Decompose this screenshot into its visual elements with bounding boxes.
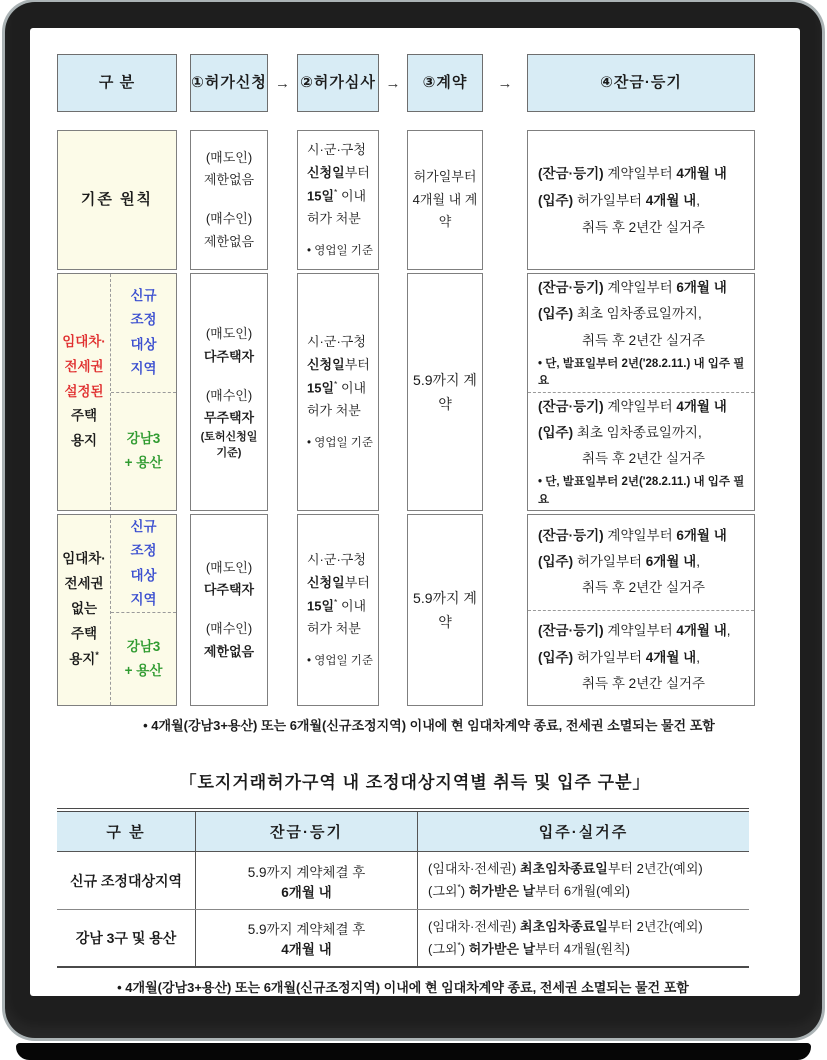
payment-line: (잔금·등기) 계약일부터 4개월 내 — [538, 398, 727, 414]
category-label: 기존 원칙 — [80, 190, 154, 208]
apply-line: (매수인) — [205, 387, 253, 403]
payment-line: (잔금·등기) 계약일부터 4개월 내 — [538, 165, 727, 181]
payment-line: (입주) 최초 임차종료일까지, — [538, 306, 702, 322]
payment-note: • 단, 발표일부터 2년('28.2.11.) 내 입주 필요 — [538, 476, 745, 506]
gap — [483, 514, 527, 706]
flow-step-contract-label: ③계약 — [422, 73, 468, 91]
review-line: 시·군·구청 — [307, 552, 366, 568]
category-line: 설정된 — [64, 383, 104, 399]
subcategory-column — [110, 515, 176, 705]
apply-line: (매도인) — [205, 559, 253, 575]
contract-cell — [407, 273, 483, 511]
flow-header — [57, 54, 773, 112]
table-row — [57, 852, 749, 909]
review-line: 허가 처분 — [307, 620, 361, 636]
apply-buyer — [204, 618, 254, 664]
sub-line: 조정 — [130, 543, 157, 559]
contract-line: 4개월 내 계약 — [412, 191, 478, 230]
category-line: 전세권 — [64, 358, 104, 374]
flow-step-review-label: ②허가심사 — [300, 73, 376, 91]
apply-line: (매도인) — [205, 326, 253, 342]
apply-seller — [204, 147, 254, 193]
flow-step-payment-box — [527, 54, 755, 112]
flow-step-contract-box — [407, 54, 483, 112]
gap — [268, 130, 297, 270]
sub-line: 강남3 — [126, 430, 161, 446]
header-movein — [417, 812, 749, 851]
review-cell — [297, 273, 379, 511]
subcategory-new-adjusted — [111, 515, 176, 612]
gap — [379, 273, 407, 511]
payment-line: (잔금·등기) 계약일부터 4개월 내, — [538, 623, 731, 639]
arrow-glyph: → — [385, 74, 401, 92]
category-line: 용지 — [70, 433, 98, 449]
apply-line: 제한없음 — [203, 172, 255, 188]
flow-step-review-box — [297, 54, 379, 112]
payment-cell-group — [527, 514, 755, 706]
payment-line: (입주) 허가일부터 6개월 내, — [538, 554, 700, 570]
apply-buyer — [204, 208, 254, 254]
header-payment — [195, 812, 417, 851]
flow-gap — [177, 54, 190, 112]
review-line: 15일* 이내 — [307, 596, 367, 614]
sub-line: 대상 — [130, 567, 157, 583]
apply-subnote: 기준) — [216, 446, 242, 459]
row-category: 신규 조정대상지역 — [69, 872, 183, 889]
category-cell-vacant — [57, 514, 177, 706]
review-cell — [297, 130, 379, 270]
flow-step-apply-label: ①허가신청 — [191, 73, 267, 91]
sub-line: 조정 — [130, 312, 157, 328]
review-line: 신청일부터 — [307, 357, 370, 373]
sub-line: + 용산 — [124, 455, 163, 471]
contract-line: 5.9까지 계약 — [413, 371, 477, 412]
sub-line: 강남3 — [126, 638, 161, 654]
sub-line: + 용산 — [124, 663, 163, 679]
payment-cell — [527, 130, 755, 270]
gap — [177, 514, 190, 706]
category-line: 주택 — [70, 626, 98, 642]
apply-line: (매수인) — [205, 211, 253, 226]
header-gubun — [57, 812, 195, 851]
review-line: 허가 처분 — [307, 210, 361, 226]
category-line: 임대차· — [62, 333, 106, 349]
header-label: 구 분 — [106, 824, 146, 841]
header-label: 잔금·등기 — [270, 824, 343, 841]
sub-line: 신규 — [130, 519, 157, 534]
gap — [177, 273, 190, 511]
table-row-leased-housing — [57, 273, 773, 511]
contract-line: 허가일부터 — [413, 168, 477, 184]
payment-line: (입주) 허가일부터 4개월 내, — [538, 192, 700, 208]
payment-line: 취득 후 2년간 실거주 — [582, 219, 706, 235]
arrow-icon — [268, 54, 297, 112]
movein-line: (그외*) 허가받은 날부터 6개월(예외) — [428, 882, 630, 899]
row-category: 강남 3구 및 용산 — [75, 930, 177, 946]
payment-line: (잔금·등기) 계약일부터 6개월 내 — [538, 280, 727, 296]
category-line: 전세권 — [64, 576, 104, 592]
flow-step-apply-box — [190, 54, 268, 112]
payment-note: • 단, 발표일부터 2년('28.2.11.) 내 입주 필요 — [538, 357, 745, 388]
document-content — [57, 54, 773, 996]
payment-line: 취득 후 2년간 실거주 — [582, 675, 706, 691]
apply-line: 다주택자 — [203, 582, 255, 598]
apply-line: (매수인) — [205, 621, 253, 636]
movein-line: (그외*) 허가받은 날부터 4개월(원칙) — [428, 939, 630, 957]
review-line: 15일* 이내 — [307, 378, 367, 396]
table-row — [57, 909, 749, 966]
subcategory-gangnam-yongsan — [111, 392, 176, 511]
category-line: 임대차· — [62, 551, 106, 567]
row-payment: 5.9까지 계약체결 후 6개월 내 — [195, 852, 417, 909]
header-label: 입주·실거주 — [538, 824, 629, 841]
flow-gubun-box — [57, 54, 177, 112]
apply-buyer — [201, 385, 258, 461]
row-payment: 5.9까지 계약체결 후 4개월 내 — [195, 910, 417, 966]
apply-line: 제한없음 — [203, 643, 255, 659]
review-line: 시·군·구청 — [307, 142, 366, 158]
gap — [177, 130, 190, 270]
second-table-footnote: • 4개월(강남3+용산) 또는 6개월(신규조정지역) 이내에 현 임대차계약 종료, 전세권 소멸되는 물건 포함 — [117, 980, 689, 995]
review-note: • 영업일 기준 — [307, 436, 373, 449]
apply-seller — [204, 557, 254, 603]
row-movein — [417, 852, 749, 909]
gap — [379, 514, 407, 706]
payment-section-new-adjusted — [528, 515, 754, 610]
sub-line: 신규 — [130, 288, 157, 304]
category-line: 용지* — [69, 650, 99, 667]
table-row-existing-rule — [57, 130, 773, 270]
review-line: 시·군·구청 — [307, 334, 366, 350]
acquisition-table-header — [57, 812, 749, 852]
flow-step-payment-label: ④잔금·등기 — [600, 73, 682, 91]
category-line: 주택 — [70, 408, 98, 424]
apply-line: 무주택자 — [203, 410, 255, 426]
payment-cell-group — [527, 273, 755, 511]
gap — [483, 130, 527, 270]
row-movein — [417, 910, 749, 966]
payment-line: 취득 후 2년간 실거주 — [582, 451, 706, 467]
category-cell-existing — [57, 130, 177, 270]
apply-cell — [190, 273, 268, 511]
payment-line: (잔금·등기) 계약일부터 6개월 내 — [538, 527, 727, 543]
review-line: 15일* 이내 — [307, 186, 367, 204]
movein-line: (임대차·전세권) 최초임차종료일부터 2년간(예외) — [428, 861, 703, 877]
payment-section-new-adjusted — [528, 274, 754, 392]
acquisition-table — [57, 808, 749, 968]
frame-bottom-bar — [16, 1043, 811, 1060]
sub-line: 대상 — [130, 336, 157, 352]
apply-subnote: (토허신청일 — [200, 431, 258, 444]
category-line: 없는 — [70, 601, 98, 617]
category-cell-leased — [57, 273, 177, 511]
payment-section-gangnam — [528, 610, 754, 706]
review-line: 신청일부터 — [307, 575, 370, 591]
review-line: 신청일부터 — [307, 165, 370, 181]
apply-cell — [190, 130, 268, 270]
review-cell — [297, 514, 379, 706]
payment-line: 취득 후 2년간 실거주 — [582, 332, 706, 348]
contract-cell — [407, 514, 483, 706]
subcategory-gangnam-yongsan — [111, 612, 176, 705]
payment-line: 취득 후 2년간 실거주 — [582, 580, 706, 596]
apply-line: 다주택자 — [203, 348, 255, 364]
review-line: 허가 처분 — [307, 402, 361, 418]
document-page — [30, 28, 800, 996]
review-note: • 영업일 기준 — [307, 244, 373, 257]
contract-cell — [407, 130, 483, 270]
apply-cell — [190, 514, 268, 706]
sub-line: 지역 — [130, 591, 157, 607]
gap — [268, 514, 297, 706]
arrow-icon — [379, 54, 407, 112]
review-note: • 영업일 기준 — [307, 654, 373, 667]
movein-line: (임대차·전세권) 최초임차종료일부터 2년간(예외) — [428, 918, 703, 934]
flow-gubun-label: 구 분 — [98, 73, 136, 91]
apply-seller — [204, 323, 254, 369]
payment-line: (입주) 최초 임차종료일까지, — [538, 424, 702, 440]
subcategory-new-adjusted — [111, 274, 176, 392]
arrow-glyph: → — [275, 74, 290, 92]
arrow-icon — [483, 54, 527, 112]
main-table-footnote: • 4개월(강남3+용산) 또는 6개월(신규조정지역) 이내에 현 임대차계약 종료, 전세권 소멸되는 물건 포함 — [143, 718, 715, 733]
payment-section-gangnam — [528, 392, 754, 511]
sub-line: 지역 — [130, 361, 157, 377]
payment-line: (입주) 허가일부터 4개월 내, — [538, 649, 700, 665]
apply-line: (매도인) — [205, 149, 253, 165]
arrow-glyph: → — [497, 74, 513, 92]
category-label-group — [58, 515, 110, 705]
gap — [483, 273, 527, 511]
gap — [268, 273, 297, 511]
gap — [379, 130, 407, 270]
second-table-title: 「토지거래허가구역 내 조정대상지역별 취득 및 입주 구분」 — [179, 773, 651, 792]
table-row-vacant-housing — [57, 514, 773, 706]
contract-line: 5.9까지 계약 — [413, 589, 477, 630]
category-label-group — [58, 274, 110, 510]
subcategory-column — [110, 274, 176, 510]
apply-line: 제한없음 — [203, 233, 255, 249]
